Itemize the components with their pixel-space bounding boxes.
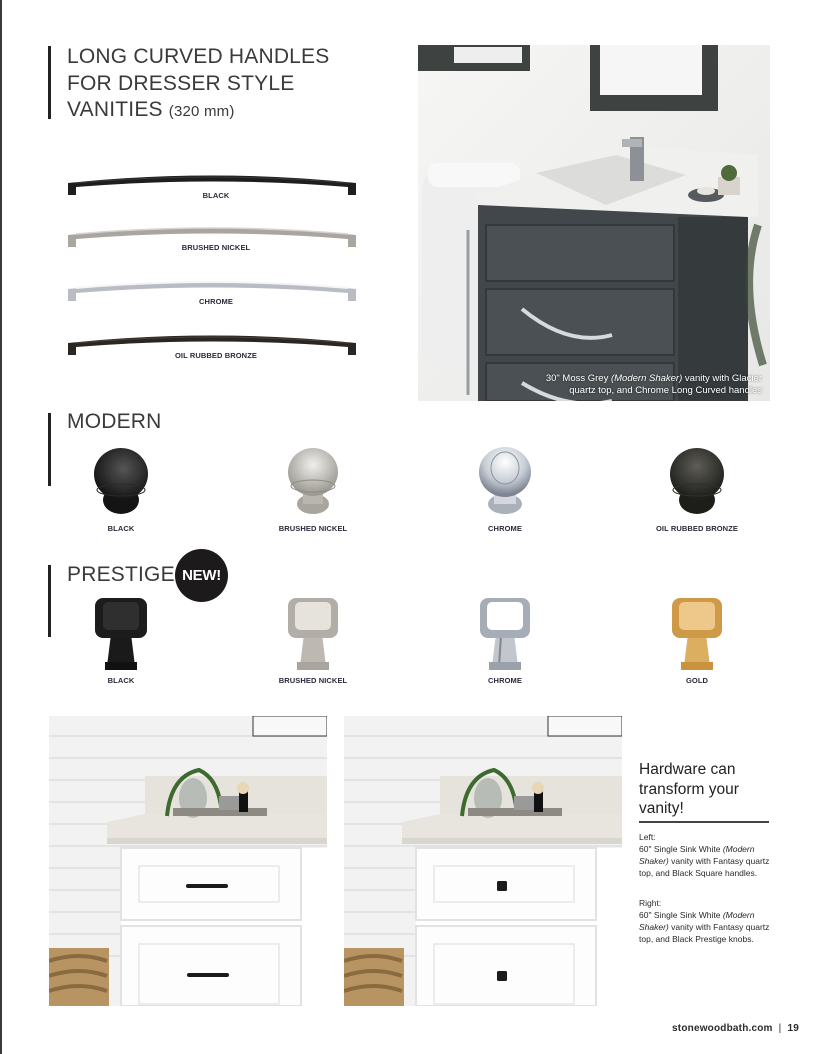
round-knob-icon	[81, 444, 161, 518]
grey-vanity-image	[418, 45, 770, 401]
heading-divider	[639, 821, 769, 823]
finish-label: BRUSHED NICKEL	[278, 676, 348, 685]
modern-heading: MODERN	[67, 410, 162, 433]
page-footer	[672, 1023, 799, 1034]
heading-line-2: FOR DRESSER STYLE	[67, 71, 295, 95]
new-badge: NEW!	[175, 549, 228, 602]
square-knob-icon	[81, 596, 161, 676]
white-vanity-knobs-image	[344, 716, 622, 1006]
knob-item-gold	[637, 596, 757, 685]
square-knob-icon	[465, 596, 545, 676]
section-accent-bar	[48, 565, 51, 637]
handle-item-chrome	[66, 276, 356, 306]
long-handles-heading	[67, 44, 367, 126]
website-link[interactable]: stonewoodbath.com	[672, 1023, 773, 1034]
right-label: Right:	[639, 898, 662, 908]
section-accent-bar	[48, 413, 51, 486]
finish-label: BLACK	[202, 191, 230, 200]
finish-label: CHROME	[488, 676, 522, 685]
heading-line-1: LONG CURVED HANDLES	[67, 45, 330, 68]
square-knob-icon	[657, 596, 737, 676]
finish-label: BLACK	[107, 676, 135, 685]
finish-label: BRUSHED NICKEL	[278, 524, 348, 533]
knob-item-oil-rubbed-bronze	[637, 444, 757, 533]
featured-photo-caption: 30" Moss Grey (Modern Shaker) vanity with Glacier quartz top, and Chrome Long Curved handles	[545, 373, 762, 396]
page-edge-line	[0, 0, 2, 1054]
knob-item-black	[61, 444, 181, 533]
transform-heading: Hardware can transform your vanity!	[639, 761, 739, 817]
page-number: 19	[787, 1023, 799, 1034]
left-comparison-photo	[49, 716, 327, 1006]
round-knob-icon	[657, 444, 737, 518]
finish-label: OIL RUBBED BRONZE	[656, 524, 738, 533]
handle-item-brushed-nickel	[66, 222, 356, 252]
knob-item-black	[61, 596, 181, 685]
section-accent-bar	[48, 46, 51, 119]
left-photo-description: Left: 60" Single Sink White (Modern Shaker) vanity with Fantasy quartz top, and Black Square handles.	[639, 831, 774, 879]
finish-label: BLACK	[107, 524, 135, 533]
round-knob-icon	[465, 444, 545, 518]
knob-item-chrome	[445, 444, 565, 533]
knob-item-chrome	[445, 596, 565, 685]
knob-item-brushed-nickel	[253, 444, 373, 533]
footer-separator: |	[778, 1023, 782, 1034]
round-knob-icon	[273, 444, 353, 518]
square-knob-icon	[273, 596, 353, 676]
featured-vanity-photo	[418, 45, 770, 401]
finish-label: OIL RUBBED BRONZE	[175, 351, 257, 360]
knob-item-brushed-nickel	[253, 596, 373, 685]
handle-size-note: (320 mm)	[168, 103, 235, 120]
left-label: Left:	[639, 832, 656, 842]
handle-item-black	[66, 170, 356, 200]
finish-label: CHROME	[488, 524, 522, 533]
right-photo-description: Right: 60" Single Sink White (Modern Shaker) vanity with Fantasy quartz top, and Black Prestige knobs.	[639, 897, 774, 945]
handle-item-oil-rubbed-bronze	[66, 330, 356, 360]
finish-label: GOLD	[685, 676, 709, 685]
right-comparison-photo	[344, 716, 622, 1006]
prestige-heading: PRESTIGE	[67, 563, 175, 586]
finish-label: BRUSHED NICKEL	[181, 243, 251, 252]
heading-line-3: VANITIES	[67, 98, 163, 121]
white-vanity-handles-image	[49, 716, 327, 1006]
finish-label: CHROME	[199, 297, 233, 306]
